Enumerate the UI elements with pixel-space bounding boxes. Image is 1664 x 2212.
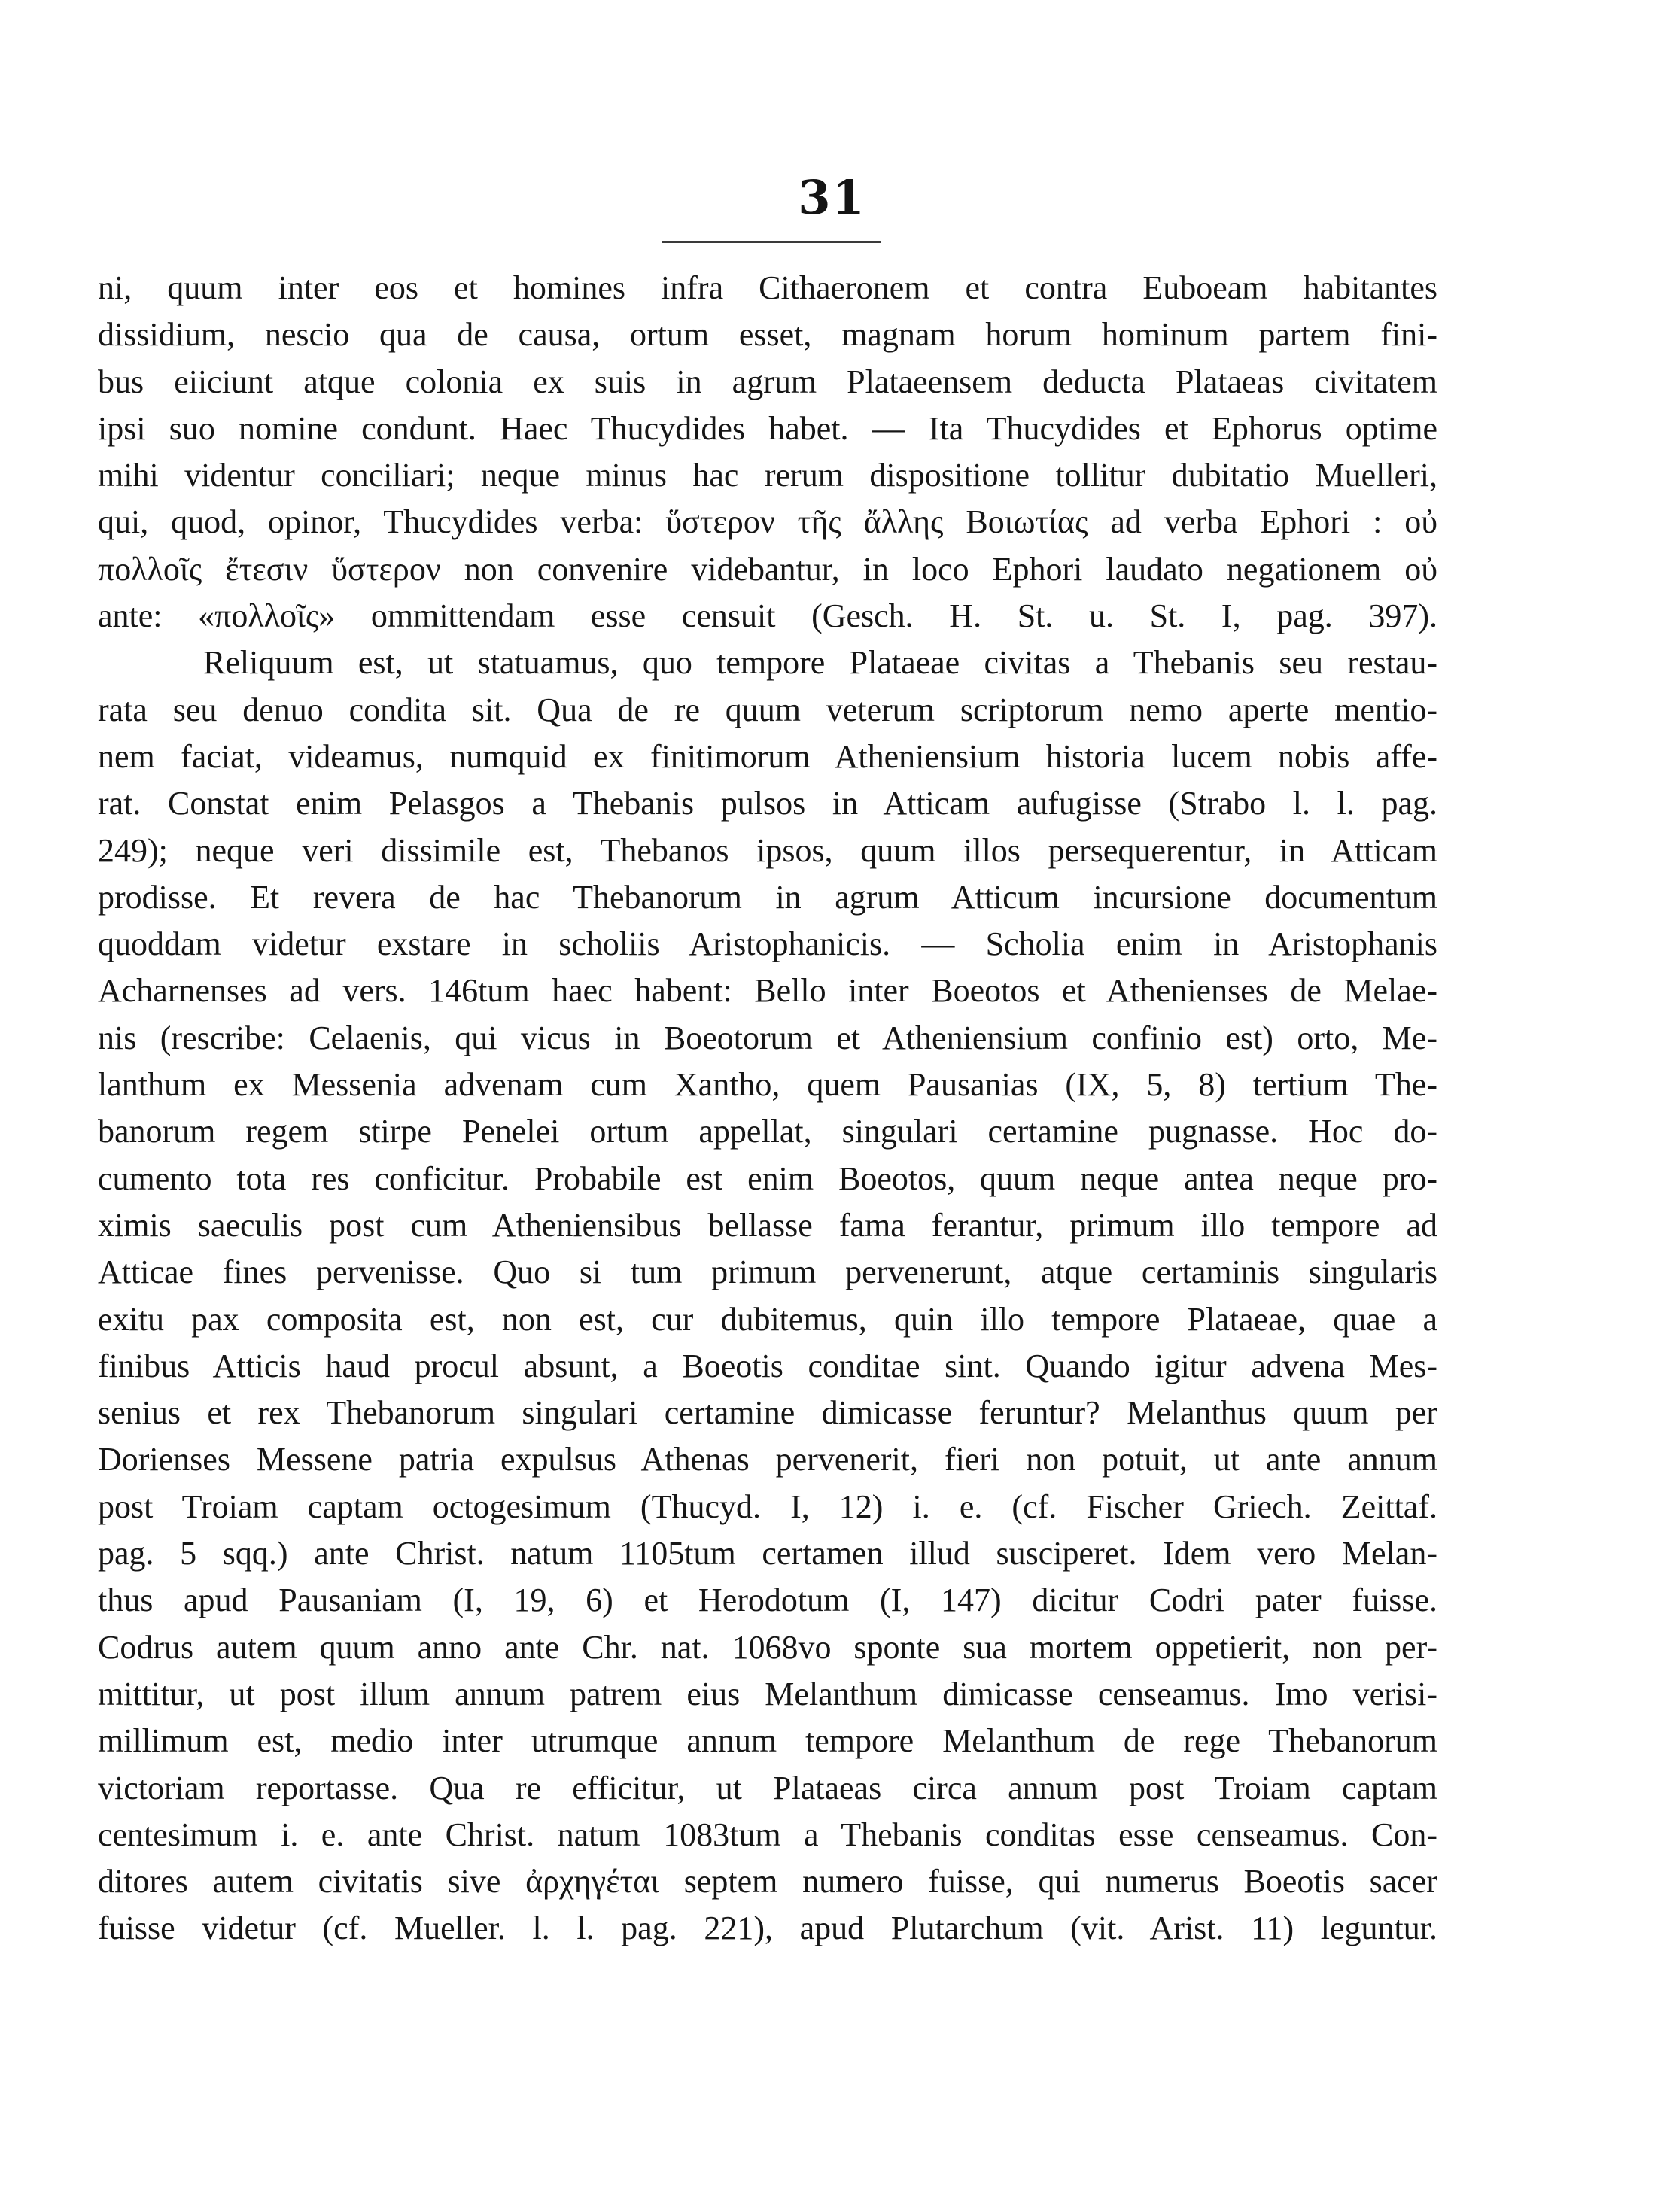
header-rule: [662, 241, 881, 243]
text-line: nis (rescribe: Celaenis, qui vicus in Boeotorum et Atheniensium confinio est) orto, Me-: [98, 1019, 1437, 1056]
text-line: rata seu denuo condita sit. Qua de re quum veterum scriptorum nemo aperte mentio-: [98, 691, 1437, 728]
text-line: Dorienses Messene patria expulsus Athenas pervenerit, fieri non potuit, ut ante annum: [98, 1441, 1437, 1478]
text-line: Reliquum est, ut statuamus, quo tempore Plataeae civitas a Thebanis seu restau-: [203, 644, 1437, 682]
text-line: Atticae fines pervenisse. Quo si tum primum pervenerunt, atque certaminis singularis: [98, 1253, 1437, 1291]
text-line: ante: «πολλοῖς» ommittendam esse censuit (Gesch. H. St. u. St. I, pag. 397).: [98, 597, 1437, 635]
text-line: nem faciat, videamus, numquid ex finitimorum Atheniensium historia lucem nobis affe-: [98, 737, 1437, 775]
text-line: prodisse. Et revera de hac Thebanorum in agrum Atticum incursione documentum: [98, 878, 1437, 916]
text-line: quoddam videtur exstare in scholiis Aristophanicis. — Scholia enim in Aristophanis: [98, 925, 1437, 963]
text-line: senius et rex Thebanorum singulari certamine dimicasse feruntur? Melanthus quum per: [98, 1394, 1437, 1432]
page-header: [0, 170, 1664, 225]
text-line: Acharnenses ad vers. 146tum haec habent: Bello inter Boeotos et Athenienses de Melae-: [98, 972, 1437, 1010]
text-line: finibus Atticis haud procul absunt, a Boeotis conditae sint. Quando igitur advena Mes-: [98, 1347, 1437, 1384]
text-line: cumento tota res conficitur. Probabile est enim Boeotos, quum neque antea neque pro-: [98, 1159, 1437, 1197]
text-line: post Troiam captam octogesimum (Thucyd. I, 12) i. e. (cf. Fischer Griech. Zeittaf.: [98, 1487, 1437, 1525]
text-line: exitu pax composita est, non est, cur dubitemus, quin illo tempore Plataeae, quae a: [98, 1300, 1437, 1338]
text-line: mittitur, ut post illum annum patrem eius Melanthum dimicasse censeamus. Imo verisi-: [98, 1675, 1437, 1712]
text-line: ipsi suo nomine condunt. Haec Thucydides habet. — Ita Thucydides et Ephorus optime: [98, 409, 1437, 447]
text-line: fuisse videtur (cf. Mueller. l. l. pag. 221), apud Plutarchum (vit. Arist. 11) leguntur.: [98, 1910, 1437, 1947]
text-line: πολλοῖς ἔτεσιν ὕστερον non convenire videbantur, in loco Ephori laudato negationem οὐ: [98, 550, 1437, 588]
text-line: ditores autem civitatis sive ἀρχηγέται septem numero fuisse, qui numerus Boeotis sacer: [98, 1863, 1437, 1901]
page-number: 31: [798, 170, 866, 225]
text-line: lanthum ex Messenia advenam cum Xantho, quem Pausanias (IX, 5, 8) tertium The-: [98, 1066, 1437, 1104]
text-line: bus eiiciunt atque colonia ex suis in agrum Plataeensem deducta Plataeas civitatem: [98, 363, 1437, 400]
text-line: centesimum i. e. ante Christ. natum 1083tum a Thebanis conditas esse censeamus. Con-: [98, 1815, 1437, 1853]
text-line: banorum regem stirpe Penelei ortum appellat, singulari certamine pugnasse. Hoc do-: [98, 1113, 1437, 1150]
text-line: thus apud Pausaniam (I, 19, 6) et Herodotum (I, 147) dicitur Codri pater fuisse.: [98, 1582, 1437, 1619]
text-line: victoriam reportasse. Qua re efficitur, ut Plataeas circa annum post Troiam captam: [98, 1769, 1437, 1806]
text-line: rat. Constat enim Pelasgos a Thebanis pulsos in Atticam aufugisse (Strabo l. l. pag.: [98, 785, 1437, 822]
text-line: ximis saeculis post cum Atheniensibus bellasse fama ferantur, primum illo tempore ad: [98, 1206, 1437, 1244]
text-line: millimum est, medio inter utrumque annum tempore Melanthum de rege Thebanorum: [98, 1722, 1437, 1760]
body-text: [98, 265, 1437, 1952]
text-line: dissidium, nescio qua de causa, ortum esset, magnam horum hominum partem fini-: [98, 316, 1437, 354]
text-line: ni, quum inter eos et homines infra Cithaeronem et contra Euboeam habitantes: [98, 269, 1437, 306]
text-line: Codrus autem quum anno ante Chr. nat. 1068vo sponte sua mortem oppetierit, non per-: [98, 1628, 1437, 1666]
text-line: 249); neque veri dissimile est, Thebanos ipsos, quum illos persequerentur, in Atticam: [98, 831, 1437, 869]
text-line: mihi videntur conciliari; neque minus hac rerum dispositione tollitur dubitatio Muelleri,: [98, 457, 1437, 494]
text-line: qui, quod, opinor, Thucydides verba: ὕστερον τῆς ἄλλης Βοιωτίας ad verba Ephori : οὐ: [98, 503, 1437, 541]
text-line: pag. 5 sqq.) ante Christ. natum 1105tum certamen illud susciperet. Idem vero Melan-: [98, 1535, 1437, 1572]
